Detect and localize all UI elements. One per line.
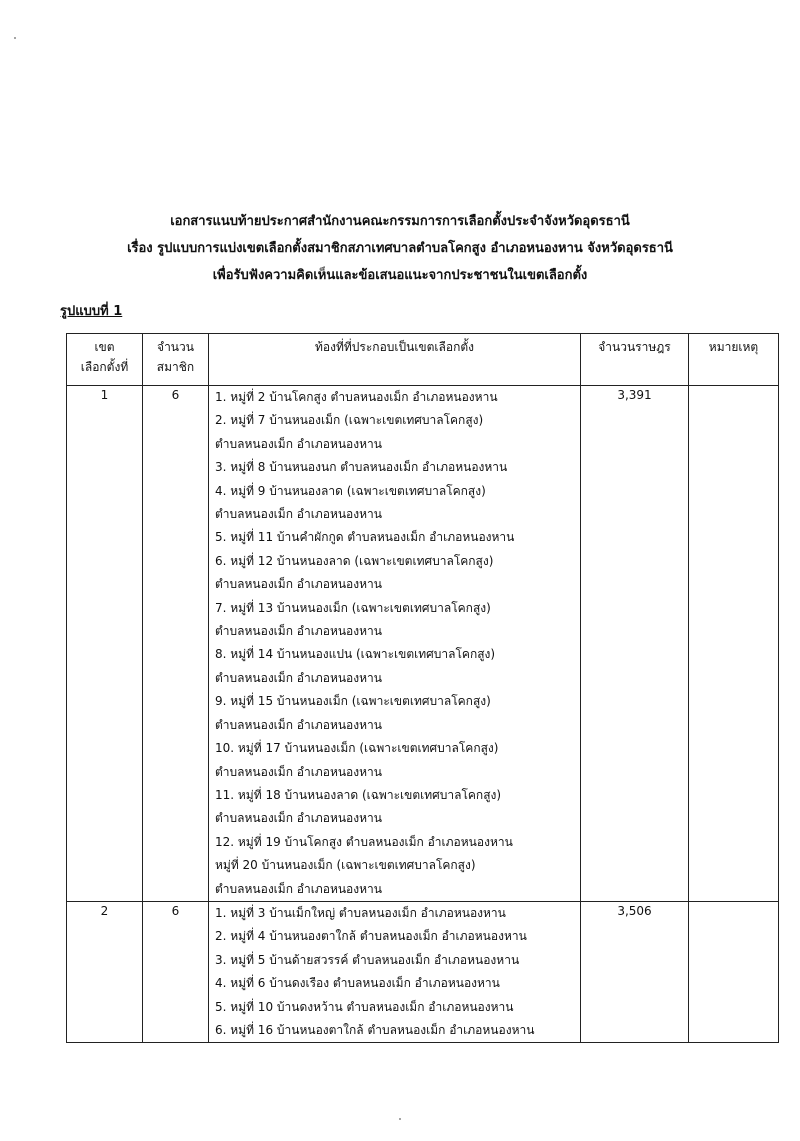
locality-line: 6. หมู่ที่ 12 บ้านหนองลาด (เฉพาะเขตเทศบาลโคกสูง) xyxy=(215,553,494,568)
header-members-line-1: จำนวน xyxy=(157,340,194,354)
locality-list xyxy=(209,901,581,1042)
locality-line: 5. หมู่ที่ 10 บ้านดงหว้าน ตำบลหนองเม็ก อำเภอหนองหาน xyxy=(215,999,514,1014)
locality-list xyxy=(209,386,581,902)
locality-line: 5. หมู่ที่ 11 บ้านคำผักกูด ตำบลหนองเม็ก อำเภอหนองหาน xyxy=(215,530,515,545)
locality-line: 3. หมู่ที่ 5 บ้านด้ายสวรรค์ ตำบลหนองเม็ก อำเภอหนองหาน xyxy=(215,952,520,967)
locality-line: 4. หมู่ที่ 9 บ้านหนองลาด (เฉพาะเขตเทศบาลโคกสูง) xyxy=(215,483,486,498)
form-title: รูปแบบที่ 1 xyxy=(60,304,123,319)
scan-speck xyxy=(14,37,16,39)
locality-line: 2. หมู่ที่ 7 บ้านหนองเม็ก (เฉพาะเขตเทศบาลโคกสูง) xyxy=(215,413,484,428)
locality-line: 1. หมู่ที่ 2 บ้านโคกสูง ตำบลหนองเม็ก อำเภอหนองหาน xyxy=(215,390,498,404)
header-remarks: หมายเหตุ xyxy=(689,334,779,386)
member-count: 6 xyxy=(143,901,209,1042)
locality-line: ตำบลหนองเม็ก อำเภอหนองหาน xyxy=(215,577,382,592)
population-count: 3,391 xyxy=(581,386,689,902)
locality-line: 7. หมู่ที่ 13 บ้านหนองเม็ก (เฉพาะเขตเทศบาลโคกสูง) xyxy=(215,600,491,615)
locality-line: 9. หมู่ที่ 15 บ้านหนองเม็ก (เฉพาะเขตเทศบาลโคกสูง) xyxy=(215,694,491,709)
header-district-line-2: เลือกตั้งที่ xyxy=(80,360,129,374)
locality-line: ตำบลหนองเม็ก อำเภอหนองหาน xyxy=(215,717,382,732)
table-row xyxy=(67,386,779,902)
remarks-cell xyxy=(689,386,779,902)
locality-line: 10. หมู่ที่ 17 บ้านหนองเม็ก (เฉพาะเขตเทศบาลโคกสูง) xyxy=(215,741,499,756)
locality-line: 3. หมู่ที่ 8 บ้านหนองนก ตำบลหนองเม็ก อำเภอหนองหาน xyxy=(215,460,508,475)
district-number: 1 xyxy=(67,386,143,902)
header-line-1: เอกสารแนบท้ายประกาศสำนักงานคณะกรรมการการเลือกตั้งประจำจังหวัดอุดรธานี xyxy=(170,214,630,229)
locality-line: 4. หมู่ที่ 6 บ้านดงเรือง ตำบลหนองเม็ก อำเภอหนองหาน xyxy=(215,976,500,991)
locality-line: 12. หมู่ที่ 19 บ้านโคกสูง ตำบลหนองเม็ก อำเภอหนองหาน xyxy=(215,834,513,849)
member-count: 6 xyxy=(143,386,209,902)
locality-line: ตำบลหนองเม็ก อำเภอหนองหาน xyxy=(215,764,382,779)
locality-line: 1. หมู่ที่ 3 บ้านเม็กใหญ่ ตำบลหนองเม็ก อำเภอหนองหาน xyxy=(215,905,506,920)
header-members xyxy=(143,334,209,386)
locality-line: ตำบลหนองเม็ก อำเภอหนองหาน xyxy=(215,811,382,826)
locality-line: 2. หมู่ที่ 4 บ้านหนองตาใกล้ ตำบลหนองเม็ก อำเภอหนองหาน xyxy=(215,929,527,944)
locality-line: หมู่ที่ 20 บ้านหนองเม็ก (เฉพาะเขตเทศบาลโคกสูง) xyxy=(215,858,476,873)
table-header-row xyxy=(67,334,779,386)
header-population: จำนวนราษฎร xyxy=(581,334,689,386)
header-line-2: เรื่อง รูปแบบการแบ่งเขตเลือกตั้งสมาชิกสภาเทศบาลตำบลโคกสูง อำเภอหนองหาน จังหวัดอุดรธานี xyxy=(127,241,673,256)
locality-line: 6. หมู่ที่ 16 บ้านหนองตาใกล้ ตำบลหนองเม็ก อำเภอหนองหาน xyxy=(215,1022,535,1037)
scan-speck xyxy=(399,1118,401,1120)
locality-line: 8. หมู่ที่ 14 บ้านหนองแปน (เฉพาะเขตเทศบาลโคกสูง) xyxy=(215,647,496,662)
document-header xyxy=(0,208,800,289)
locality-line: ตำบลหนองเม็ก อำเภอหนองหาน xyxy=(215,881,382,896)
header-members-line-2: สมาชิก xyxy=(156,360,195,374)
remarks-cell xyxy=(689,901,779,1042)
table-row xyxy=(67,901,779,1042)
locality-line: 11. หมู่ที่ 18 บ้านหนองลาด (เฉพาะเขตเทศบาลโคกสูง) xyxy=(215,787,502,802)
district-table xyxy=(66,333,779,1043)
header-district xyxy=(67,334,143,386)
district-number: 2 xyxy=(67,901,143,1042)
population-count: 3,506 xyxy=(581,901,689,1042)
header-line-3: เพื่อรับฟังความคิดเห็นและข้อเสนอแนะจากประชาชนในเขตเลือกตั้ง xyxy=(212,268,588,283)
locality-line: ตำบลหนองเม็ก อำเภอหนองหาน xyxy=(215,436,382,451)
locality-line: ตำบลหนองเม็ก อำเภอหนองหาน xyxy=(215,624,382,639)
header-localities: ท้องที่ที่ประกอบเป็นเขตเลือกตั้ง xyxy=(209,334,581,386)
header-district-line-1: เขต xyxy=(94,340,115,354)
locality-line: ตำบลหนองเม็ก อำเภอหนองหาน xyxy=(215,670,382,685)
locality-line: ตำบลหนองเม็ก อำเภอหนองหาน xyxy=(215,507,382,522)
